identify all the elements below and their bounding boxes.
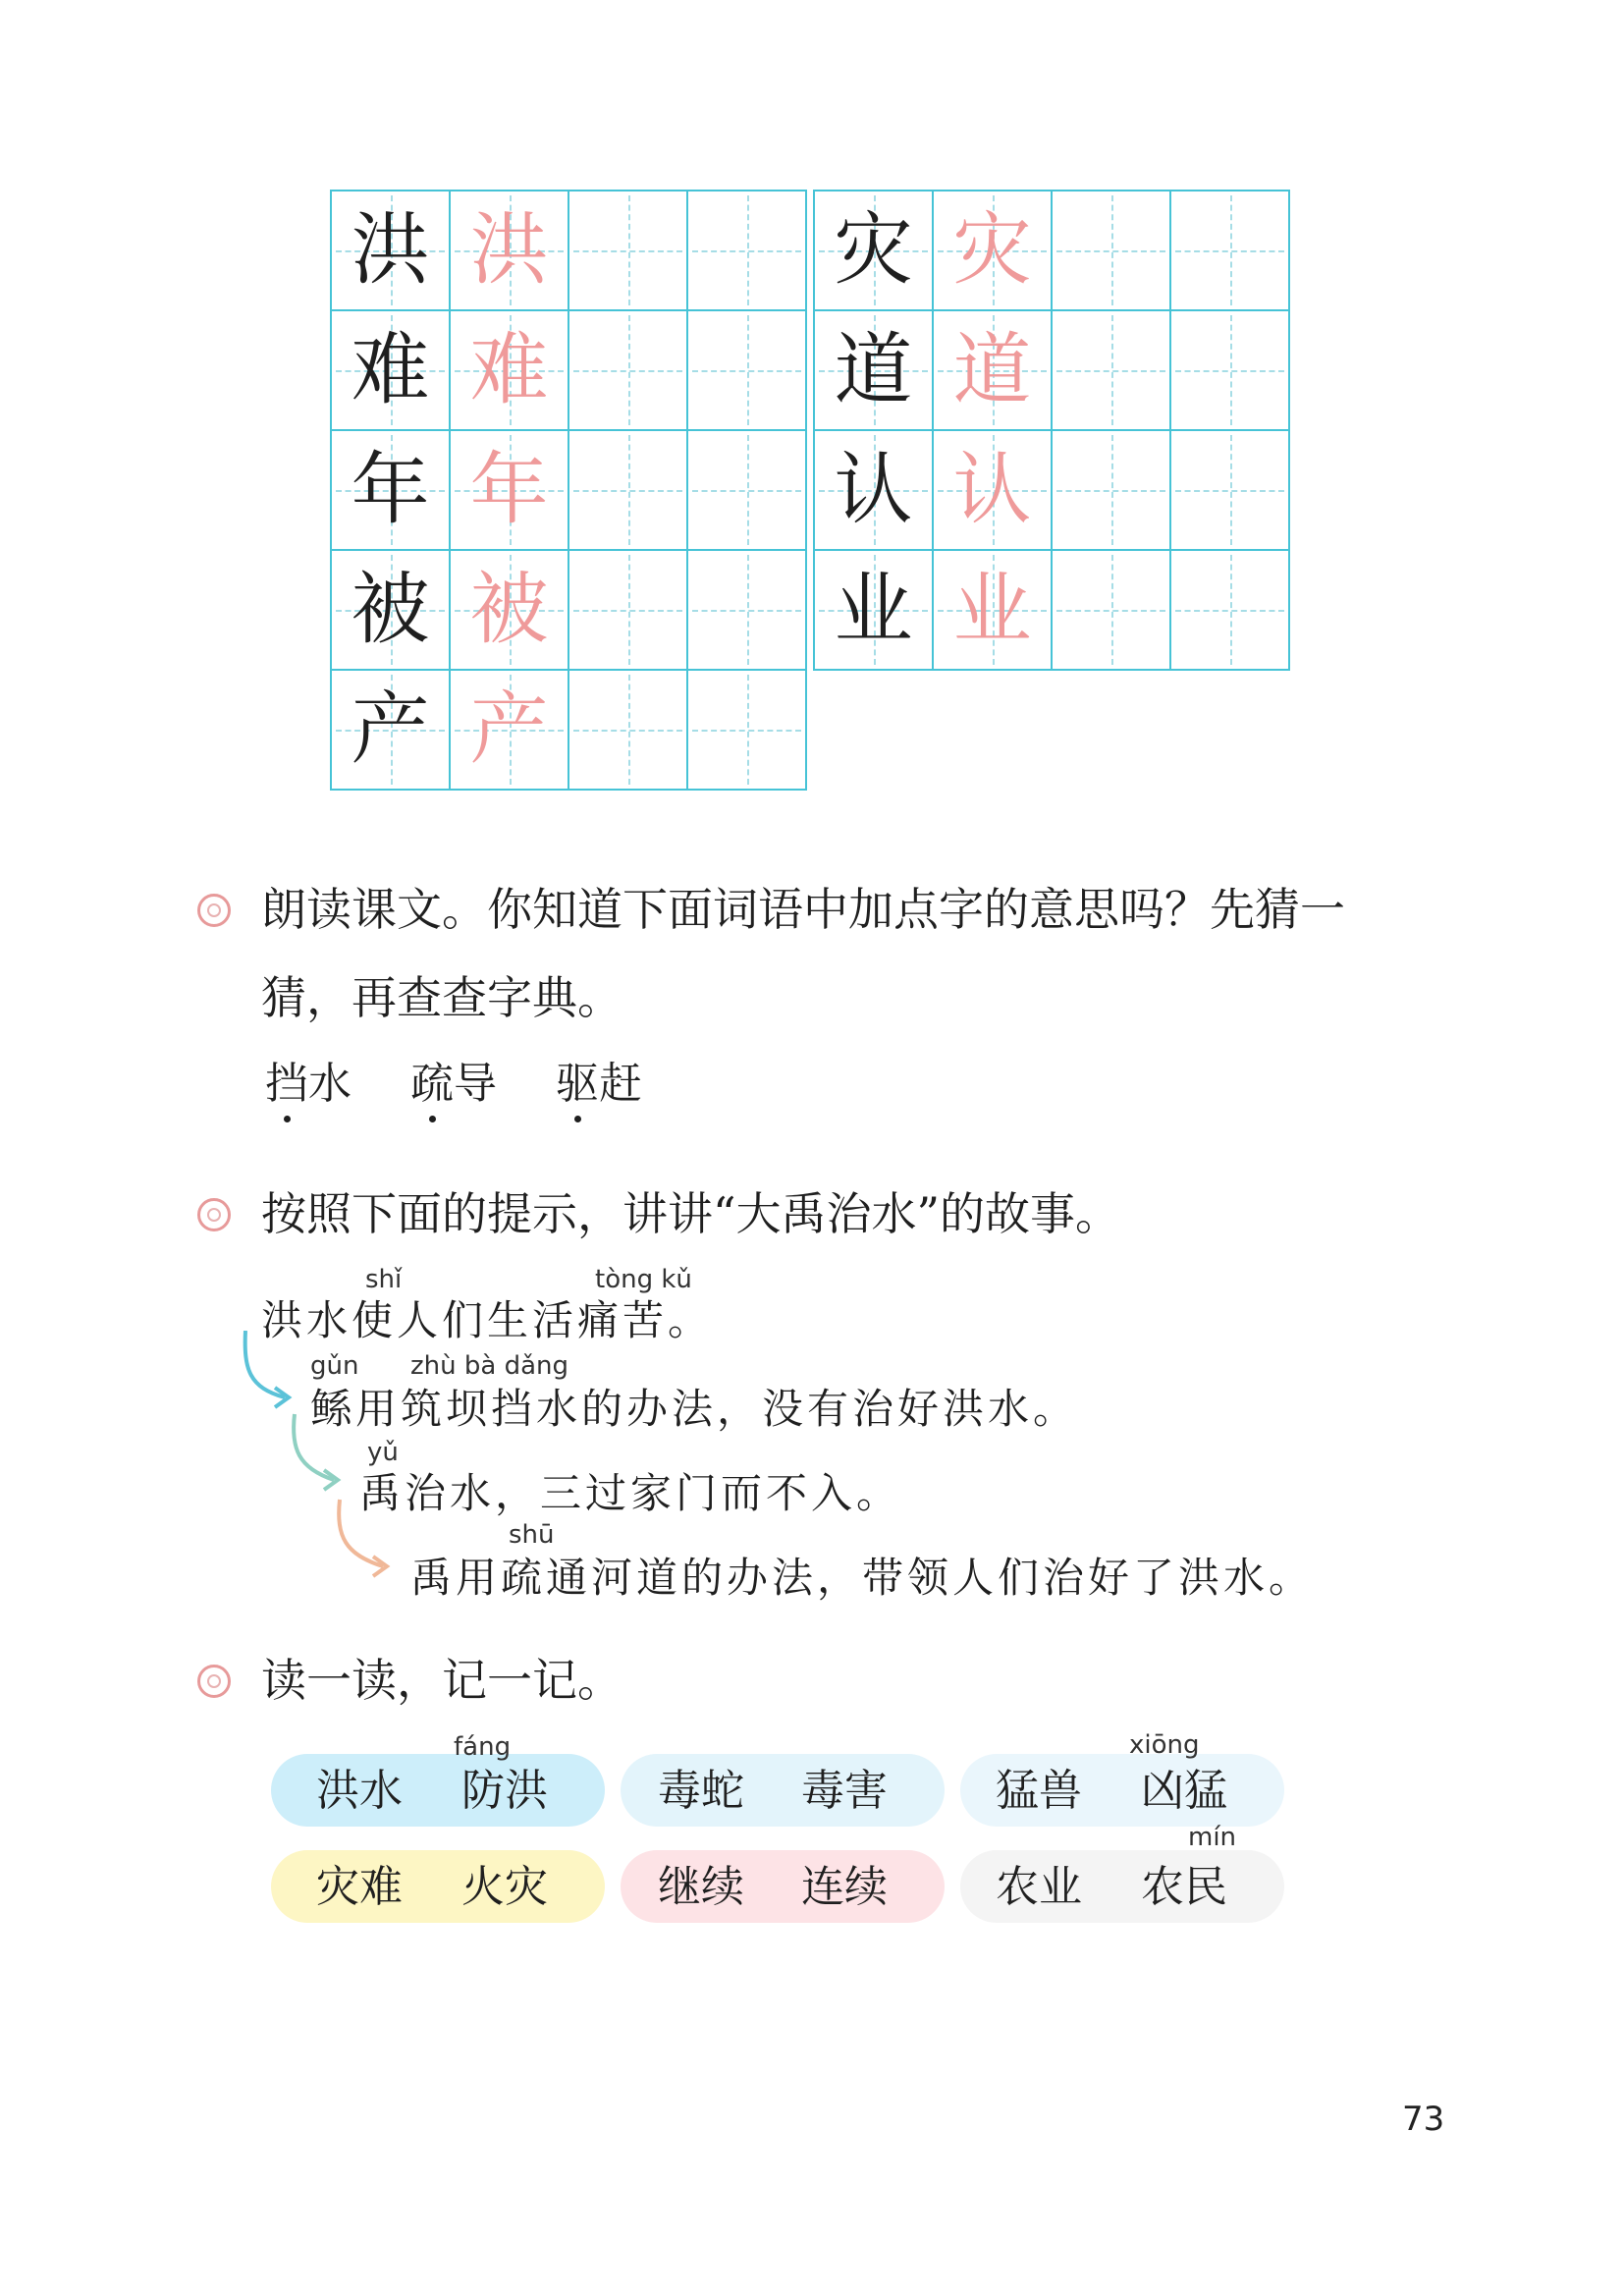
pinyin-tongku: tòng kǔ bbox=[595, 1265, 692, 1294]
dotted-character: 驱 bbox=[556, 1059, 599, 1109]
trace-character: 灾 bbox=[952, 204, 1032, 296]
pinyin-shu: shū bbox=[509, 1520, 555, 1550]
story-step-3: 禹治水，三过家门而不入。 bbox=[359, 1469, 902, 1517]
vocab-word: 凶猛 bbox=[1141, 1766, 1227, 1816]
exercise-icon bbox=[197, 894, 231, 927]
pinyin-fang: fáng bbox=[454, 1732, 512, 1762]
vocab-word: 继续 bbox=[658, 1862, 744, 1912]
grid-cell bbox=[330, 309, 451, 431]
pinyin-gun: gǔn bbox=[310, 1351, 359, 1381]
exercise-icon bbox=[197, 1198, 231, 1231]
grid-cell bbox=[568, 429, 688, 551]
grid-cell bbox=[330, 669, 451, 791]
grid-cell bbox=[1051, 429, 1171, 551]
vocab-word: 毒蛇 bbox=[658, 1766, 744, 1816]
grid-cell bbox=[449, 669, 569, 791]
model-character: 道 bbox=[834, 324, 913, 415]
grid-cell bbox=[686, 190, 807, 311]
grid-cell bbox=[686, 669, 807, 791]
dotted-character: 疏 bbox=[410, 1059, 454, 1109]
grid-cell bbox=[813, 429, 934, 551]
grid-cell bbox=[449, 309, 569, 431]
vocab-word: 农民 bbox=[1141, 1862, 1227, 1912]
vocab-word: 洪水 bbox=[316, 1766, 403, 1816]
exercise1-prompt-line2: 猜，再查查字典。 bbox=[261, 971, 622, 1024]
trace-character: 洪 bbox=[469, 204, 549, 296]
model-character: 产 bbox=[351, 683, 430, 775]
grid-cell bbox=[568, 309, 688, 431]
character-writing-grid bbox=[330, 190, 1290, 798]
model-character: 洪 bbox=[351, 204, 430, 296]
trace-character: 产 bbox=[469, 683, 549, 775]
story-step-4: 禹用疏通河道的办法，带领人们治好了洪水。 bbox=[410, 1554, 1315, 1602]
pinyin-shi: shǐ bbox=[365, 1265, 403, 1294]
trace-character: 被 bbox=[469, 564, 549, 655]
grid-cell bbox=[330, 429, 451, 551]
dotted-word bbox=[410, 1059, 497, 1109]
model-character: 灾 bbox=[834, 204, 913, 296]
trace-character: 道 bbox=[952, 324, 1032, 415]
trace-character: 业 bbox=[952, 564, 1032, 655]
grid-cell bbox=[449, 549, 569, 671]
model-character: 难 bbox=[351, 324, 430, 415]
model-character: 认 bbox=[834, 444, 913, 535]
grid-cell bbox=[568, 549, 688, 671]
grid-cell bbox=[686, 549, 807, 671]
grid-cell bbox=[932, 429, 1053, 551]
vocab-word: 连续 bbox=[801, 1862, 888, 1912]
grid-cell bbox=[1169, 309, 1290, 431]
grid-cell bbox=[686, 309, 807, 431]
word-rest: 导 bbox=[454, 1059, 497, 1109]
grid-cell bbox=[568, 190, 688, 311]
exercise1-prompt-line1: 朗读课文。你知道下面词语中加点字的意思吗？先猜一 bbox=[261, 883, 1345, 936]
vocab-word: 毒害 bbox=[801, 1766, 888, 1816]
grid-cell bbox=[813, 190, 934, 311]
story-step-1: 洪水使人们生活痛苦。 bbox=[261, 1296, 714, 1344]
grid-cell bbox=[932, 549, 1053, 671]
grid-cell bbox=[568, 669, 688, 791]
grid-cell bbox=[1169, 549, 1290, 671]
grid-cell bbox=[1051, 309, 1171, 431]
exercise2-prompt: 按照下面的提示，讲讲“大禹治水”的故事。 bbox=[261, 1187, 1121, 1240]
pinyin-min: mín bbox=[1188, 1823, 1237, 1852]
grid-cell bbox=[813, 549, 934, 671]
grid-cell bbox=[1051, 190, 1171, 311]
grid-cell bbox=[686, 429, 807, 551]
word-rest: 赶 bbox=[599, 1059, 642, 1109]
story-step-2: 鲧用筑坝挡水的办法，没有治好洪水。 bbox=[310, 1385, 1079, 1433]
vocab-word: 猛兽 bbox=[996, 1766, 1082, 1816]
vocab-word: 防洪 bbox=[461, 1766, 548, 1816]
vocab-word: 农业 bbox=[996, 1862, 1082, 1912]
exercise-icon bbox=[197, 1665, 231, 1698]
model-character: 业 bbox=[834, 564, 913, 655]
model-character: 年 bbox=[351, 444, 430, 535]
grid-cell bbox=[932, 309, 1053, 431]
trace-character: 年 bbox=[469, 444, 549, 535]
grid-cell bbox=[1051, 549, 1171, 671]
vocab-word: 灾难 bbox=[316, 1862, 403, 1912]
word-rest: 水 bbox=[308, 1059, 352, 1109]
model-character: 被 bbox=[351, 564, 430, 655]
grid-cell bbox=[1169, 190, 1290, 311]
grid-cell bbox=[449, 190, 569, 311]
grid-cell bbox=[330, 549, 451, 671]
pinyin-yu: yǔ bbox=[367, 1438, 399, 1467]
trace-character: 认 bbox=[952, 444, 1032, 535]
dotted-character: 挡 bbox=[265, 1059, 308, 1109]
exercise3-prompt: 读一读，记一记。 bbox=[261, 1654, 622, 1707]
page-number: 73 bbox=[1402, 2100, 1445, 2139]
grid-cell bbox=[449, 429, 569, 551]
vocab-word: 火灾 bbox=[461, 1862, 548, 1912]
dotted-word bbox=[265, 1059, 352, 1109]
grid-cell bbox=[330, 190, 451, 311]
dotted-word bbox=[556, 1059, 642, 1109]
grid-cell bbox=[813, 309, 934, 431]
pinyin-xiong: xiōng bbox=[1129, 1730, 1200, 1760]
pinyin-zhubadang: zhù bà dǎng bbox=[410, 1351, 568, 1381]
grid-cell bbox=[1169, 429, 1290, 551]
trace-character: 难 bbox=[469, 324, 549, 415]
grid-cell bbox=[932, 190, 1053, 311]
